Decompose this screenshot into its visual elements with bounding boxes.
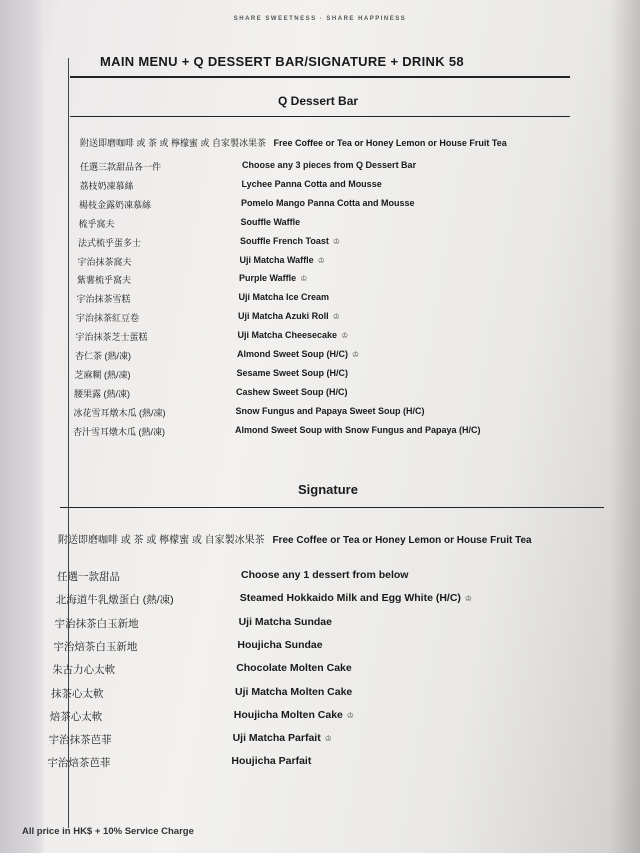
menu-item-english-name <box>234 709 354 721</box>
chef-hat-icon: ♔ <box>341 331 349 341</box>
menu-item <box>76 311 546 329</box>
menu-item-chinese-name: 芝麻糊 (熱/凍) <box>74 369 131 380</box>
menu-item-english-name <box>239 292 330 302</box>
page-fold-shadow <box>0 0 44 853</box>
menu-item <box>77 292 547 310</box>
menu-item-chinese-name: 抹茶心太軟 <box>51 687 104 700</box>
title-rule <box>70 76 570 78</box>
menu-item <box>76 330 546 348</box>
menu-item <box>55 616 575 634</box>
menu-item-english-name <box>237 639 322 651</box>
menu-item-chinese-name: 杏仁茶 (熱/凍) <box>75 351 131 361</box>
menu-item-chinese-name: 宇治抹茶雪糕 <box>76 294 131 305</box>
menu-item-english-text: Souffle French Toast <box>240 235 329 246</box>
menu-item-chinese-name: 梳乎窩夫 <box>78 218 115 229</box>
menu-item <box>77 273 547 291</box>
menu-item-english-name <box>236 662 352 674</box>
menu-item <box>79 198 549 216</box>
menu-item <box>57 569 577 587</box>
menu-item-english-text: Choose any 1 dessert from below <box>241 569 409 581</box>
menu-item-chinese-name: 紫薯梳乎窩夫 <box>77 275 132 286</box>
signature-intro <box>58 531 532 546</box>
menu-item-english-name <box>235 686 352 698</box>
menu-item-english-name <box>242 179 382 189</box>
menu-item-chinese-name: 腰果露 (熱/凍) <box>74 388 130 399</box>
brand-tagline: SHARE SWEETNESS · SHARE HAPPINESS <box>233 16 407 22</box>
main-menu-title: MAIN MENU + Q DESSERT BAR/SIGNATURE + DRINK 58 <box>100 54 464 69</box>
menu-item-english-text: Sesame Sweet Soup (H/C) <box>236 367 349 378</box>
menu-item-english-text: Uji Matcha Cheesecake <box>237 330 338 341</box>
menu-item <box>75 368 545 386</box>
q-dessert-intro-zh: 附送即磨咖啡 或 茶 或 檸檬蜜 或 自家製冰果茶 <box>80 138 267 148</box>
chef-hat-icon: ♔ <box>352 350 360 359</box>
menu-item-chinese-name: 宇治抹茶窩夫 <box>77 256 132 267</box>
signature-intro-en: Free Coffee or Tea or Honey Lemon or House Fruit Tea <box>272 535 532 546</box>
menu-item <box>75 349 545 367</box>
menu-item-english-name <box>237 368 349 378</box>
menu-item <box>80 160 550 178</box>
menu-item-english-name <box>240 236 340 246</box>
signature-rule <box>60 507 604 508</box>
menu-item-english-text: Houjicha Sundae <box>237 638 323 651</box>
chef-hat-icon: ♔ <box>300 274 308 284</box>
chef-hat-icon: ♔ <box>324 734 332 744</box>
menu-item <box>53 639 573 657</box>
menu-item <box>52 662 572 680</box>
menu-item-english-text: Purple Waffle <box>239 273 297 284</box>
menu-item-chinese-name: 北海道牛乳燉蛋白 (熱/凍) <box>55 594 174 607</box>
menu-item-english-text: Houjicha Parfait <box>231 755 312 768</box>
chef-hat-icon: ♔ <box>317 255 325 265</box>
menu-item <box>56 592 576 610</box>
menu-item-chinese-name: 宇治焙茶芭菲 <box>47 757 111 770</box>
menu-item-chinese-name: 任選三款甜品各一件 <box>80 162 162 172</box>
menu-item <box>78 255 548 273</box>
menu-item-english-text: Uji Matcha Ice Cream <box>238 292 330 303</box>
menu-item <box>49 732 569 750</box>
menu-item-english-name <box>239 273 307 283</box>
page-right-shadow <box>610 0 640 853</box>
menu-item-english-text: Souffle Waffle <box>240 216 301 227</box>
service-charge-note: All price in HK$ + 10% Service Charge <box>22 826 194 837</box>
q-dessert-intro <box>80 136 507 149</box>
menu-item-english-name <box>238 330 349 340</box>
menu-item-english-name <box>240 592 472 604</box>
menu-item <box>78 236 548 254</box>
menu-item-english-text: Uji Matcha Waffle <box>239 254 314 265</box>
menu-item-english-text: Snow Fungus and Papaya Sweet Soup (H/C) <box>235 405 425 416</box>
menu-item-english-text: Cashew Sweet Soup (H/C) <box>236 386 348 397</box>
menu-item-english-name <box>237 349 359 359</box>
menu-item-english-text: Lychee Panna Cotta and Mousse <box>241 178 382 189</box>
menu-item-english-text: Steamed Hokkaido Milk and Egg White (H/C) <box>239 592 461 605</box>
menu-item-english-name <box>233 732 332 744</box>
menu-item-english-text: Chocolate Molten Cake <box>236 662 352 675</box>
menu-item-english-name <box>238 311 340 321</box>
menu-item <box>80 179 550 197</box>
menu-item <box>74 406 544 424</box>
menu-item-english-name <box>236 406 425 416</box>
q-dessert-rule <box>70 116 570 117</box>
menu-item <box>51 686 571 704</box>
menu-item-english-text: Choose any 3 pieces from Q Dessert Bar <box>242 160 417 170</box>
q-dessert-intro-en: Free Coffee or Tea or Honey Lemon or House Fruit Tea <box>273 138 507 148</box>
menu-item <box>74 387 544 405</box>
menu-item-english-text: Uji Matcha Azuki Roll <box>238 311 329 322</box>
menu-item-english-text: Almond Sweet Soup (H/C) <box>237 349 348 359</box>
menu-item-english-name <box>241 217 301 227</box>
menu-item-english-text: Uji Matcha Parfait <box>232 732 321 745</box>
menu-item-chinese-name: 冰花雪耳燉木瓜 (熱/凍) <box>73 407 166 418</box>
menu-item-chinese-name: 朱古力心太軟 <box>52 664 116 677</box>
menu-item-english-text: Houjicha Molten Cake <box>233 708 343 721</box>
menu-item-chinese-name: 宇治抹茶白玉新地 <box>54 617 139 630</box>
menu-item-chinese-name: 宇治焙茶白玉新地 <box>53 640 138 653</box>
q-dessert-title: Q Dessert Bar <box>278 94 359 108</box>
menu-item-chinese-name: 焙茶心太軟 <box>49 710 103 723</box>
menu-item-english-name <box>239 616 332 628</box>
menu-item-english-name <box>241 569 408 581</box>
menu-item-chinese-name: 宇治抹茶芝士蛋糕 <box>75 332 148 343</box>
menu-item-chinese-name: 宇治抹茶芭菲 <box>48 734 112 747</box>
menu-item-english-name <box>241 198 415 208</box>
menu-item <box>50 709 570 727</box>
menu-item-english-name <box>231 755 311 767</box>
menu-item-english-text: Uji Matcha Molten Cake <box>235 685 353 698</box>
menu-item-chinese-name: 任選一款甜品 <box>57 571 120 583</box>
menu-item-english-name <box>240 255 325 265</box>
signature-intro-zh: 附送即磨咖啡 或 茶 或 檸檬蜜 或 自家製冰果茶 <box>58 535 265 546</box>
menu-item <box>79 217 549 235</box>
menu-item-chinese-name: 荔枝奶凍慕絲 <box>79 180 134 191</box>
signature-title: Signature <box>298 482 358 497</box>
chef-hat-icon: ♔ <box>332 312 340 322</box>
menu-item-english-name <box>236 387 348 397</box>
menu-item-english-name <box>235 425 481 435</box>
menu-item <box>73 425 543 443</box>
menu-item-chinese-name: 法式梳乎蛋多士 <box>78 237 142 248</box>
menu-item-english-text: Uji Matcha Sundae <box>238 615 332 628</box>
menu-item-english-text: Pomelo Mango Panna Cotta and Mousse <box>241 197 415 208</box>
menu-item-chinese-name: 宇治抹茶紅豆卷 <box>76 313 140 324</box>
menu-item-chinese-name: 楊枝金露奶凍慕絲 <box>79 199 152 210</box>
menu-item-chinese-name: 杏汁雪耳燉木瓜 (熱/凍) <box>73 426 165 437</box>
chef-hat-icon: ♔ <box>346 710 355 720</box>
menu-item-english-name <box>242 160 416 170</box>
chef-hat-icon: ♔ <box>464 594 473 604</box>
menu-item-english-text: Almond Sweet Soup with Snow Fungus and Papaya (H/C) <box>235 424 481 435</box>
chef-hat-icon: ♔ <box>332 236 341 246</box>
menu-item <box>47 755 567 773</box>
